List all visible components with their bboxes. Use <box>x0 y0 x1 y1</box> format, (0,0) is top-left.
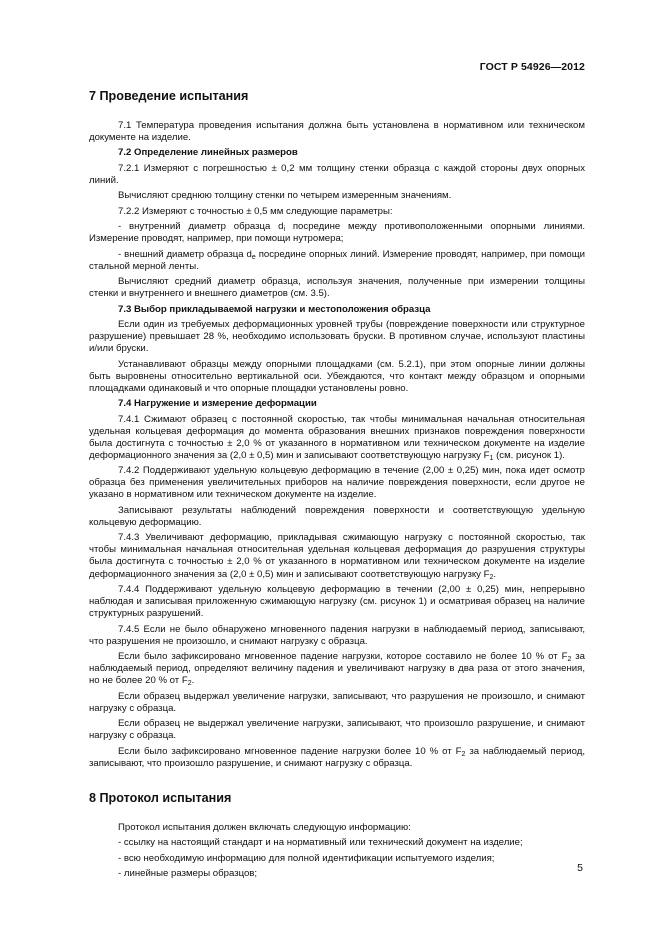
list-item-inner-diameter: - внутренний диаметр образца $d_i$ посредине между противоположенными опорными линиями. Измерение проводят, например, при помощи нутромера; <box>89 221 585 245</box>
report-list-item: - всю необходимую информацию для полной идентификации испытуемого изделия; <box>118 852 495 864</box>
page-number: 5 <box>577 862 583 874</box>
paragraph-7-4-4: 7.4.4 Поддерживают удельную кольцевую деформацию в течении (2,00 ± 0,25) мин, непрерывно наблюдая и записывая приложенную сжимающую нагрузку (см. рисунок 1) и осматривая образец на наличие структурных разрушений. <box>89 583 585 620</box>
paragraph-7-4-3: 7.4.3 Увеличивают деформацию, прикладывая сжимающую нагрузку с постоянной скоростью, так чтобы минимальная начальная относительная удельная кольцевая деформация до разрушения структуры была достигнута с точностью ± 2,0 % от указанного в нормативном или техническом документе на изделие деформационного значения за (2,0 ± 0,5) мин и записывают соответствующую нагрузку $F_2$. <box>89 532 585 581</box>
paragraph-load-drop-more: Если было зафиксировано мгновенное падение нагрузки более 10 % от $F_2$ за наблюдаемый период, записывают, что произошло разрушение, и снимают нагрузку с образца. <box>89 745 585 769</box>
paragraph-7-4-1: 7.4.1 Сжимают образец с постоянной скоростью, так чтобы минимальная начальная относительная удельная кольцевая деформация до момента образования внешних признаков повреждения поверхности была достигнута с точностью ± 2,0 % от указанного в нормативном или техническом документе на изделие деформационного значения за (2,0 ± 0,5) мин и записывают соответствующую нагрузку $F_1$ (см. рисунок 1). <box>89 413 585 462</box>
paragraph-load-drop: Если было зафиксировано мгновенное падение нагрузки, которое составило не более 10 % от $F_2$ за наблюдаемый период, определяют величину падения и увеличивают нагрузку в два раза от этого значения, но не более 20 % от $F_2$. <box>89 651 586 688</box>
section-8-title: 8 Протокол испытания <box>89 791 232 806</box>
paragraph-7-2-1: 7.2.1 Измеряют с погрешностью ± 0,2 мм толщину стенки образца с каждой стороны двух опорных линий. <box>89 162 585 186</box>
report-list-item: - линейные размеры образцов; <box>118 868 258 880</box>
paragraph-7-2-1-average: Вычисляют среднюю толщину стенки по четырем измеренным значениям. <box>118 190 452 202</box>
list-item-outer-diameter: - внешний диаметр образца $d_e$ посредине опорных линий. Измерение проводят, например, при помощи стальной мерной ленты. <box>89 248 585 272</box>
paragraph-7-3-placement: Устанавливают образцы между опорными площадками (см. 5.2.1), при этом опорные линии должны быть выровнены относительно вертикальной оси. Убеждаются, что контакт между образцом и опорными площадками одинаковый и что опорные площадки установлены ровно. <box>89 358 585 394</box>
paragraph-7-4-2: 7.4.2 Поддерживают удельную кольцевую деформацию в течение (2,00 ± 0,25) мин, пока идет осмотр образца без применения увеличительных приборов на наличие повреждения поверхности, если другое не указано в нормативном или техническом документе на изделие. <box>89 465 585 501</box>
page-content <box>89 84 585 884</box>
paragraph-7-2-2: 7.2.2 Измеряют с точностью ± 0,5 мм следующие параметры: <box>118 205 393 217</box>
paragraph-average-diameter: Вычисляют средний диаметр образца, используя значения, полученные при измерении толщины стенки и внутреннего и внешнего диаметров (см. 3.5). <box>89 276 585 300</box>
heading-7-4: 7.4 Нагружение и измерение деформации <box>118 398 317 410</box>
section-7-title: 7 Проведение испытания <box>89 89 249 103</box>
heading-7-2: 7.2 Определение линейных размеров <box>118 147 298 159</box>
section-spacer <box>89 773 585 786</box>
paragraph-7-4-2-record: Записывают результаты наблюдений повреждения поверхности и соответствующую удельную кольцевую деформацию. <box>89 504 585 528</box>
report-list-item: - ссылку на настоящий стандарт и на нормативный или технический документ на изделие; <box>118 837 523 849</box>
heading-7-3: 7.3 Выбор прикладываемой нагрузки и местоположения образца <box>118 303 431 315</box>
standard-header: ГОСТ Р 54926—2012 <box>479 61 585 73</box>
paragraph-load-not-held: Если образец не выдержал увеличение нагрузки, записывают, что произошло разрушение, и снимают нагрузку с образца. <box>89 718 585 742</box>
paragraph-load-held: Если образец выдержал увеличение нагрузки, записывают, что разрушения не произошло, и снимают нагрузку с образца. <box>89 690 585 714</box>
paragraph-7-3-bars: Если один из требуемых деформационных уровней трубы (повреждение поверхности или структурное разрушение) превышает 28 %, необходимо использовать бруски. В противном случае, используют пластины и/или бруски. <box>89 318 585 355</box>
paragraph-7-4-5: 7.4.5 Если не было обнаружено мгновенного падения нагрузки в наблюдаемый период, записывают, что разрушения не произошло, и снимают нагрузку с образца. <box>89 623 585 647</box>
paragraph-7-1: 7.1 Температура проведения испытания должна быть установлена в нормативном или техническом документе на изделие. <box>89 120 585 144</box>
report-intro: Протокол испытания должен включать следующую информацию: <box>118 822 411 834</box>
